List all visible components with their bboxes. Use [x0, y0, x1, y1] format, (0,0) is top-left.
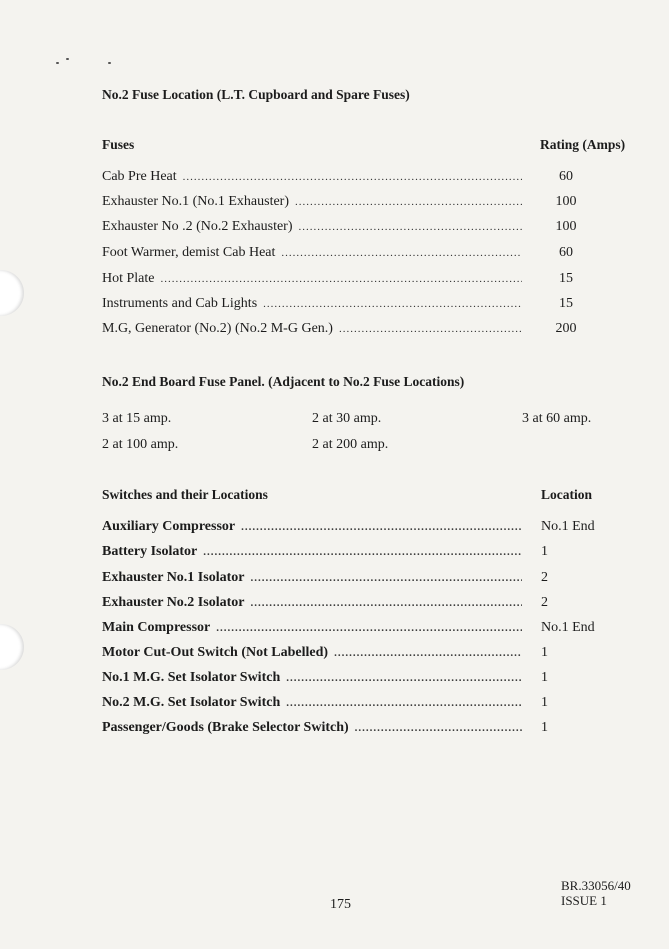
fuse-label: Cab Pre Heat — [102, 169, 177, 184]
end-board-item: 3 at 15 amp. — [102, 411, 172, 426]
switch-row — [102, 595, 522, 615]
switch-label: Main Compressor — [102, 620, 211, 635]
switch-label: Passenger/Goods (Brake Selector Switch) — [102, 720, 349, 735]
leader-dots — [286, 697, 522, 709]
fuse-label: Exhauster No .2 (No.2 Exhauster) — [102, 219, 293, 234]
switch-location: 2 — [541, 570, 548, 585]
end-board-title: No.2 End Board Fuse Panel. (Adjacent to No.2 Fuse Locations) — [102, 374, 465, 389]
leader-dots — [263, 298, 522, 310]
punch-hole-top — [0, 270, 24, 316]
fuse-rating: 100 — [555, 219, 577, 234]
end-board-item: 3 at 60 amp. — [522, 411, 592, 426]
leader-dots — [183, 171, 522, 183]
leader-dots — [241, 521, 522, 533]
leader-dots — [203, 546, 522, 558]
issue-label: ISSUE 1 — [561, 893, 607, 908]
fuse-row — [102, 194, 522, 214]
switch-label: Motor Cut-Out Switch (Not Labelled) — [102, 645, 329, 660]
switch-label: No.1 M.G. Set Isolator Switch — [102, 670, 281, 685]
leader-dots — [339, 323, 522, 335]
leader-dots — [355, 722, 522, 734]
leader-dots — [250, 572, 522, 584]
leader-dots — [250, 597, 522, 609]
switch-location: 1 — [541, 670, 548, 685]
switch-row — [102, 620, 522, 640]
document-reference: BR.33056/40 — [561, 878, 631, 893]
fuse-label: Foot Warmer, demist Cab Heat — [102, 245, 276, 260]
fuse-rating: 15 — [559, 296, 573, 311]
switch-label: Battery Isolator — [102, 544, 198, 559]
fuse-section-title: No.2 Fuse Location (L.T. Cupboard and Spare Fuses) — [102, 87, 410, 102]
fuse-rating: 200 — [555, 321, 577, 336]
fuse-rating: 60 — [559, 245, 573, 260]
speck — [108, 62, 111, 64]
switch-location: No.1 End — [541, 519, 595, 534]
punch-hole-bottom — [0, 624, 24, 670]
end-board-item: 2 at 100 amp. — [102, 437, 179, 452]
fuses-column-header: Fuses — [102, 137, 135, 152]
fuse-label: M.G, Generator (No.2) (No.2 M-G Gen.) — [102, 321, 333, 336]
speck — [56, 62, 59, 64]
fuse-rating: 15 — [559, 271, 573, 286]
end-board-item: 2 at 30 amp. — [312, 411, 382, 426]
switch-label: No.2 M.G. Set Isolator Switch — [102, 695, 281, 710]
switch-label: Exhauster No.1 Isolator — [102, 570, 245, 585]
fuse-row — [102, 296, 522, 316]
rating-column-header: Rating (Amps) — [540, 137, 626, 152]
leader-dots — [281, 247, 522, 259]
fuse-row — [102, 169, 522, 189]
switch-row — [102, 670, 522, 690]
fuse-rating: 60 — [559, 169, 573, 184]
switch-row — [102, 645, 522, 665]
fuse-label: Exhauster No.1 (No.1 Exhauster) — [102, 194, 290, 209]
switch-row — [102, 695, 522, 715]
leader-dots — [334, 647, 522, 659]
switch-location: 1 — [541, 720, 548, 735]
switch-row — [102, 570, 522, 590]
switch-row — [102, 544, 522, 564]
fuse-label: Instruments and Cab Lights — [102, 296, 258, 311]
leader-dots — [295, 196, 522, 208]
switch-label: Auxiliary Compressor — [102, 519, 236, 534]
leader-dots — [161, 273, 523, 285]
switch-row — [102, 519, 522, 539]
leader-dots — [286, 672, 522, 684]
switch-label: Exhauster No.2 Isolator — [102, 595, 245, 610]
location-column-header: Location — [541, 487, 593, 502]
speck — [66, 58, 69, 60]
end-board-item: 2 at 200 amp. — [312, 437, 389, 452]
switches-column-header: Switches and their Locations — [102, 487, 268, 502]
fuse-row — [102, 321, 522, 341]
fuse-label: Hot Plate — [102, 271, 155, 286]
leader-dots — [216, 622, 522, 634]
switch-location: 1 — [541, 544, 548, 559]
switch-location: 1 — [541, 695, 548, 710]
switch-location: 2 — [541, 595, 548, 610]
fuse-row — [102, 245, 522, 265]
switch-row — [102, 720, 522, 740]
fuse-row — [102, 271, 522, 291]
fuse-rating: 100 — [555, 194, 577, 209]
fuse-row — [102, 219, 522, 239]
page-number: 175 — [330, 897, 351, 912]
switch-location: 1 — [541, 645, 548, 660]
switch-location: No.1 End — [541, 620, 595, 635]
leader-dots — [299, 221, 522, 233]
